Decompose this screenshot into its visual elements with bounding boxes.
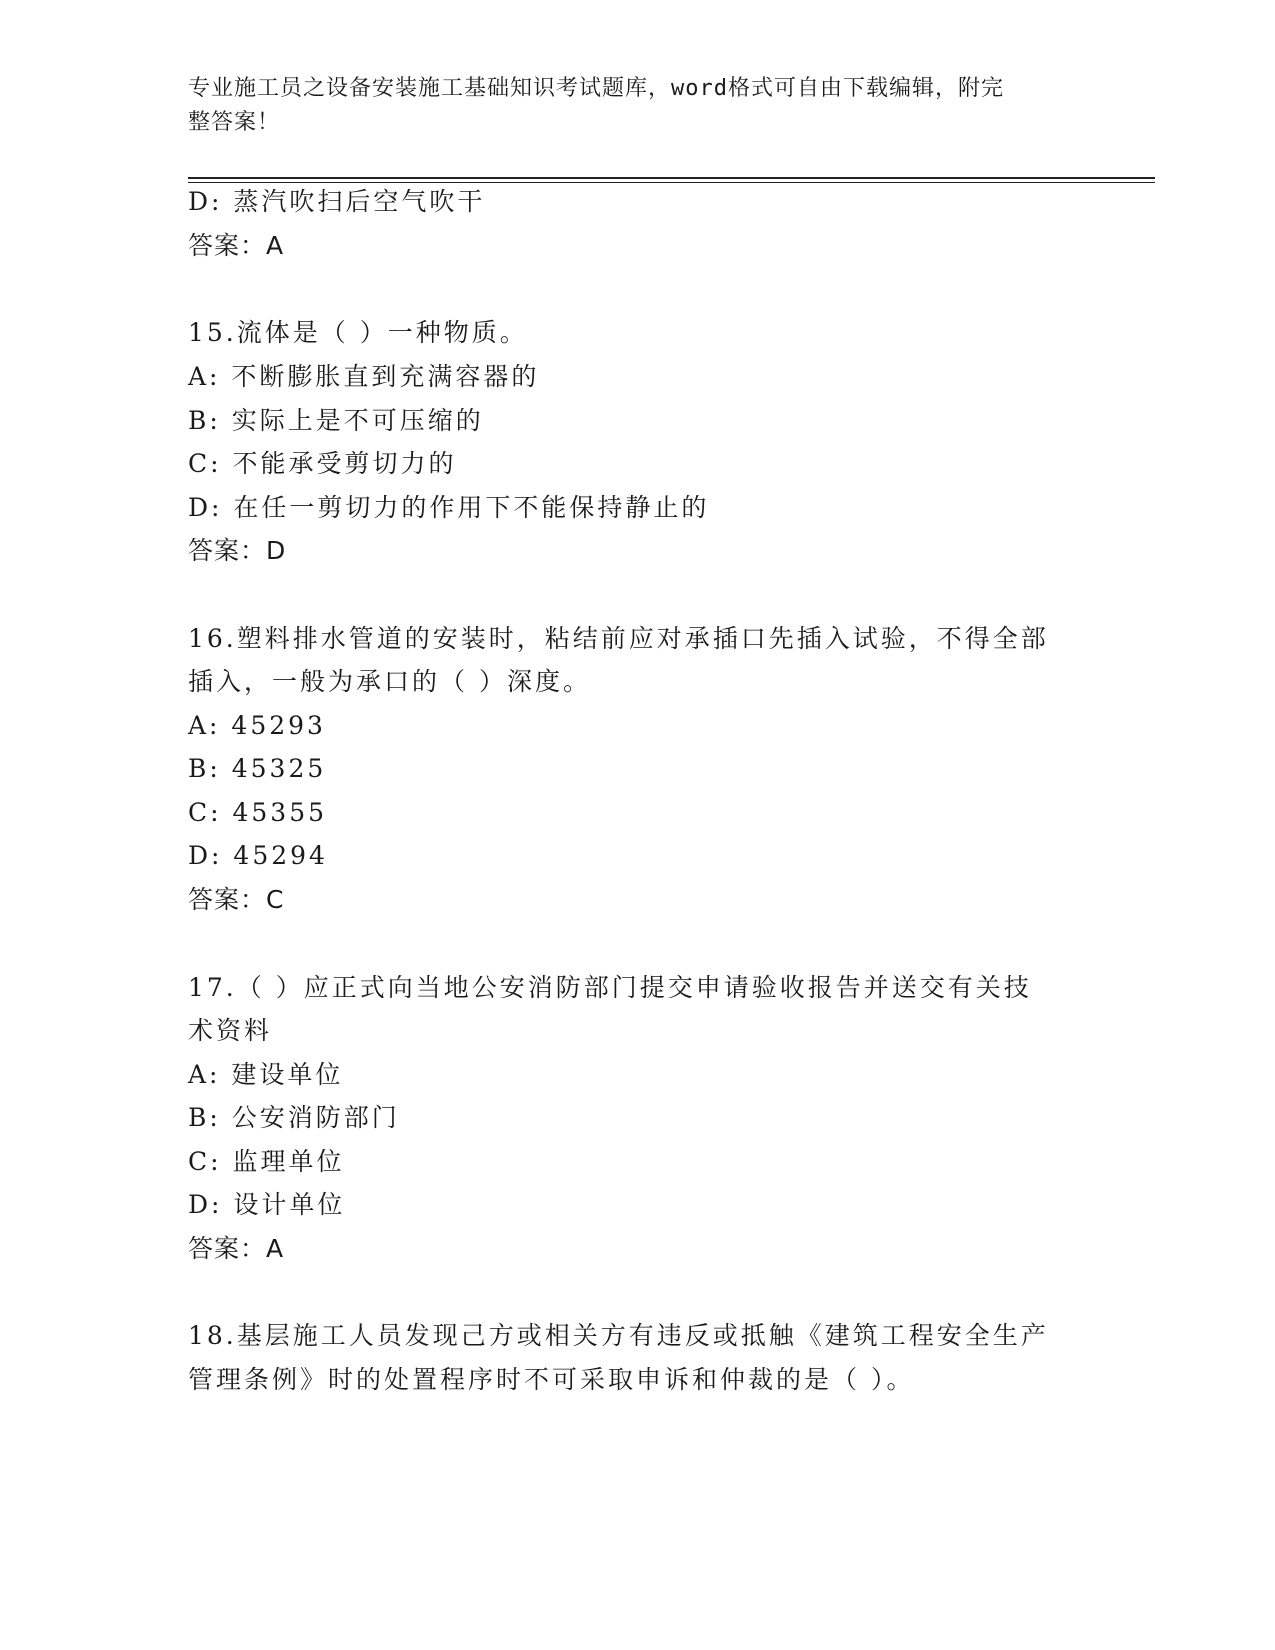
q16-stem-line-2: 插入，一般为承口的（ ）深度。 xyxy=(188,667,591,696)
q17-option-a: A: 建设单位 xyxy=(188,1060,344,1089)
q18-stem-line-2: 管理条例》时的处置程序时不可采取申诉和仲裁的是（ ）。 xyxy=(188,1365,915,1394)
q17-option-c: C: 监理单位 xyxy=(188,1147,345,1176)
q16-stem-line-1: 16.塑料排水管道的安装时，粘结前应对承插口先插入试验，不得全部 xyxy=(188,624,1049,653)
prev-answer: 答案：A xyxy=(188,231,285,260)
q17-answer: 答案：A xyxy=(188,1234,285,1263)
q17-stem-line-1: 17.（ ）应正式向当地公安消防部门提交申请验收报告并送交有关技 xyxy=(188,973,1032,1002)
q15-option-d: D: 在任一剪切力的作用下不能保持静止的 xyxy=(188,493,710,522)
q16-answer: 答案：C xyxy=(188,885,285,914)
q18-stem-line-1: 18.基层施工人员发现己方或相关方有违反或抵触《建筑工程安全生产 xyxy=(188,1321,1049,1350)
q15-answer: 答案：D xyxy=(188,536,287,565)
header-divider-thick xyxy=(188,177,1155,179)
q15-option-c: C: 不能承受剪切力的 xyxy=(188,449,457,478)
header-line-1: 专业施工员之设备安装施工基础知识考试题库，word格式可自由下载编辑，附完 xyxy=(188,76,1004,101)
q15-stem: 15.流体是（ ）一种物质。 xyxy=(188,318,528,347)
q17-stem-line-2: 术资料 xyxy=(188,1016,273,1045)
q17-option-d: D: 设计单位 xyxy=(188,1190,346,1219)
q16-option-d: D: 45294 xyxy=(188,841,328,870)
q15-option-a: A: 不断膨胀直到充满容器的 xyxy=(188,362,540,391)
prev-option-d: D: 蒸汽吹扫后空气吹干 xyxy=(188,187,486,216)
q16-option-b: B: 45325 xyxy=(188,754,327,783)
header-line-2: 整答案！ xyxy=(188,110,281,135)
q16-option-a: A: 45293 xyxy=(188,711,326,740)
q16-option-c: C: 45355 xyxy=(188,798,328,827)
q15-option-b: B: 实际上是不可压缩的 xyxy=(188,406,484,435)
q17-option-b: B: 公安消防部门 xyxy=(188,1103,400,1132)
header-divider-thin xyxy=(188,182,1155,183)
document-header xyxy=(188,72,1068,140)
